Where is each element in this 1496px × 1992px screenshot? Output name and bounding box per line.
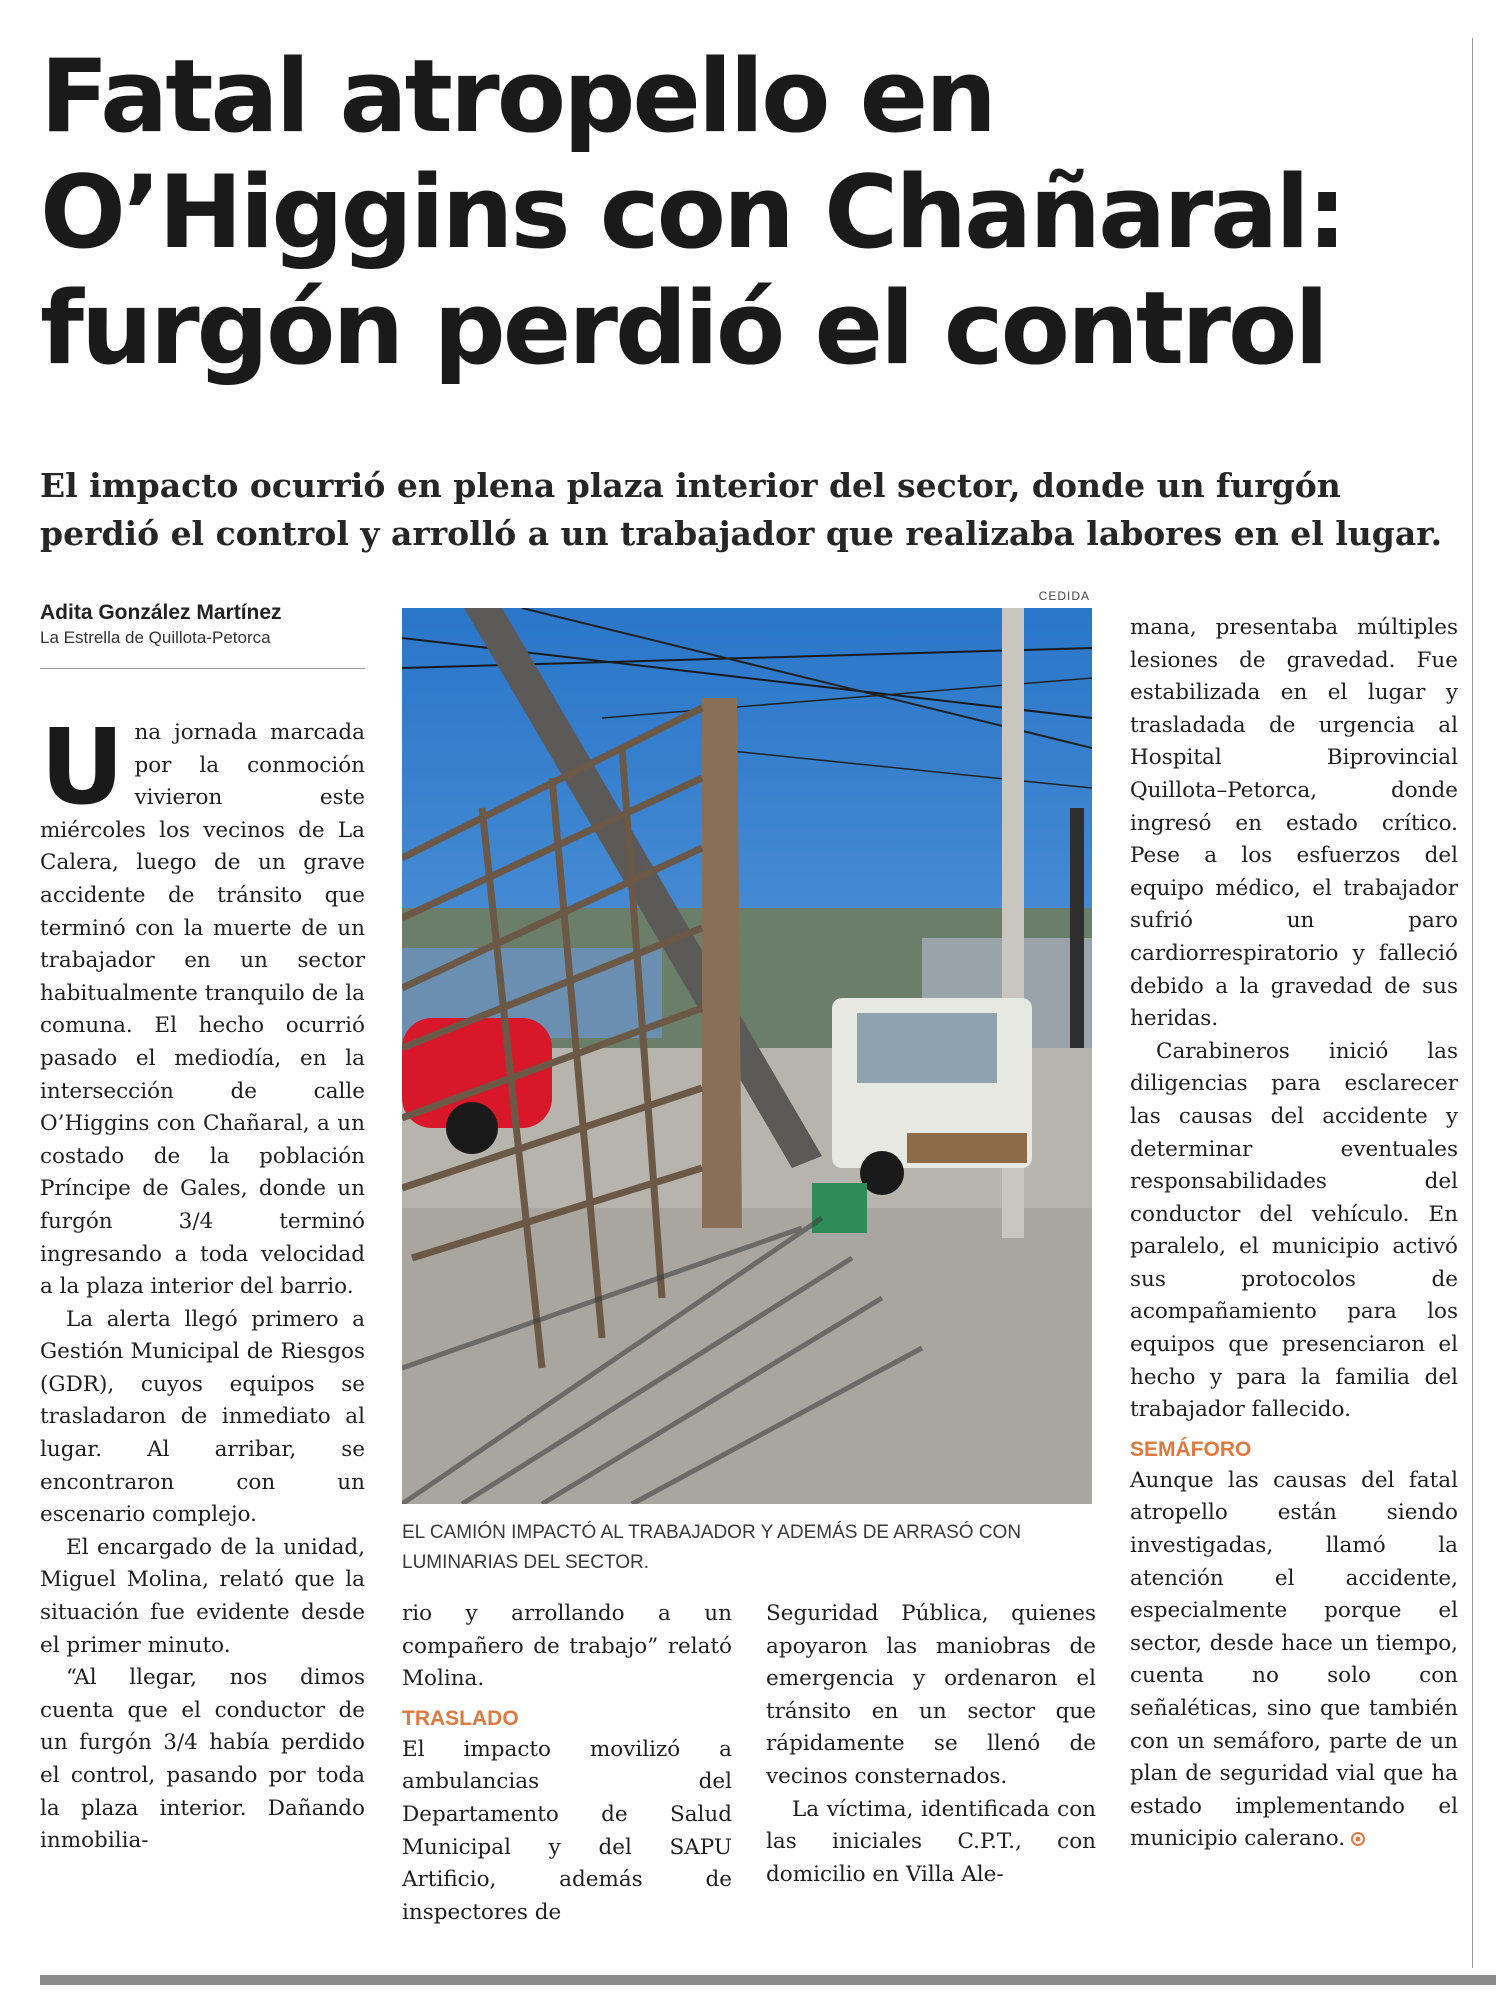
article-paragraph: La víctima, identificada con las iniciales C.P.T., con domicilio en Villa Ale- bbox=[766, 1796, 1096, 1887]
article-paragraph bbox=[40, 706, 365, 1304]
article-column-3 bbox=[766, 1598, 1096, 1891]
article-paragraph: La alerta llegó primero a Gestión Municipal de Riesgos (GDR), cuyos equipos se trasladaron de inmediato al lugar. Al arribar, se encontraron con un escenario complejo. bbox=[40, 1306, 365, 1528]
article-paragraph bbox=[402, 1704, 732, 1734]
headline-line-2: O’Higgins con Chañaral: bbox=[40, 153, 1345, 271]
deck-line-2: perdió el control y arrolló a un trabajador que realizaba labores en el lugar. bbox=[40, 514, 1443, 553]
headline-line-3: furgón perdió el control bbox=[40, 269, 1327, 387]
headline bbox=[40, 38, 1450, 386]
article-paragraph: El encargado de la unidad, Miguel Molina, relató que la situación fue evidente desde el primer minuto. bbox=[40, 1534, 365, 1658]
article-paragraph: El impacto movilizó a ambulancias del Departamento de Salud Municipal y del SAPU Artificio, además de inspectores de bbox=[402, 1736, 732, 1925]
article-paragraph: “Al llegar, nos dimos cuenta que el conductor de un furgón 3/4 había perdido el control, pasando por toda la plaza interior. Dañando inmobilia- bbox=[40, 1665, 365, 1854]
drop-cap: U bbox=[40, 706, 125, 828]
article-paragraph: Carabineros inició las diligencias para esclarecer las causas del accidente y determinar eventuales responsabilidades del conductor del vehículo. En paralelo, el municipio activó sus protocolos de acompañamiento para los equipos que presenciaron el hecho y para la familia del trabajador fallecido. bbox=[1130, 1038, 1458, 1423]
photo-credit: CEDIDA bbox=[1038, 589, 1090, 603]
deck bbox=[40, 462, 1450, 558]
subheading-traslado: TRASLADO bbox=[402, 1706, 519, 1730]
photo-caption: EL CAMIÓN IMPACTÓ AL TRABAJADOR Y ADEMÁS DE ARRASÓ CON LUMINARIAS DEL SECTOR. bbox=[402, 1522, 1022, 1573]
subheading-semaforo: SEMÁFORO bbox=[1130, 1437, 1252, 1461]
accident-scene-illustration bbox=[402, 608, 1092, 1504]
byline bbox=[40, 600, 365, 650]
byline-divider bbox=[40, 668, 365, 669]
paragraph-text: na jornada marcada por la conmoción vivieron este miércoles los vecinos de La Calera, luego de un grave accidente de tránsito que terminó con la muerte de un trabajador en un sector habitualmente tranquilo de la comuna. El hecho ocurrió pasado el mediodía, en la intersección de calle O’Higgins con Chañaral, a un costado de la población Príncipe de Gales, donde un furgón 3/4 terminó ingresando a toda velocidad a la plaza interior del barrio. bbox=[40, 720, 365, 1300]
news-photo bbox=[402, 608, 1092, 1504]
headline-line-1: Fatal atropello en bbox=[40, 37, 995, 155]
article-column-1 bbox=[40, 706, 365, 1858]
article-column-4 bbox=[1130, 612, 1458, 1856]
article-paragraph: Seguridad Pública, quienes apoyaron las maniobras de emergencia y ordenaron el tránsito en un sector que rápidamente se llenó de vecinos consternados. bbox=[766, 1601, 1096, 1789]
deck-line-1: El impacto ocurrió en plena plaza interior del sector, donde un furgón bbox=[40, 466, 1341, 505]
byline-outlet: La Estrella de Quillota-Petorca bbox=[40, 628, 271, 647]
paragraph-text: Aunque las causas del fatal atropello están siendo investigadas, llamó la atención el accidente, especialmente porque el sector, desde hace un tiempo, cuenta no solo con señaléticas, sino que también con un semáforo, parte de un plan de seguridad vial que ha estado implementando el municipio calerano. bbox=[1130, 1467, 1458, 1852]
byline-author: Adita González Martínez bbox=[40, 601, 282, 624]
column-divider bbox=[1472, 38, 1473, 1968]
article-paragraph: mana, presentaba múltiples lesiones de gravedad. Fue estabilizada en el lugar y trasladada de urgencia al Hospital Biprovincial Quillota–Petorca, donde ingresó en estado crítico. Pese a los esfuerzos del equipo médico, el trabajador sufrió un paro cardiorrespiratorio y falleció debido a la gravedad de sus heridas. bbox=[1130, 615, 1458, 1032]
article-paragraph bbox=[1130, 1465, 1458, 1856]
end-of-article-icon bbox=[1351, 1832, 1365, 1846]
article-column-2 bbox=[402, 1598, 732, 1929]
page-bottom-rule bbox=[40, 1975, 1496, 1985]
article-paragraph bbox=[1130, 1435, 1458, 1465]
article-paragraph: rio y arrollando a un compañero de trabajo” relató Molina. bbox=[402, 1601, 732, 1692]
